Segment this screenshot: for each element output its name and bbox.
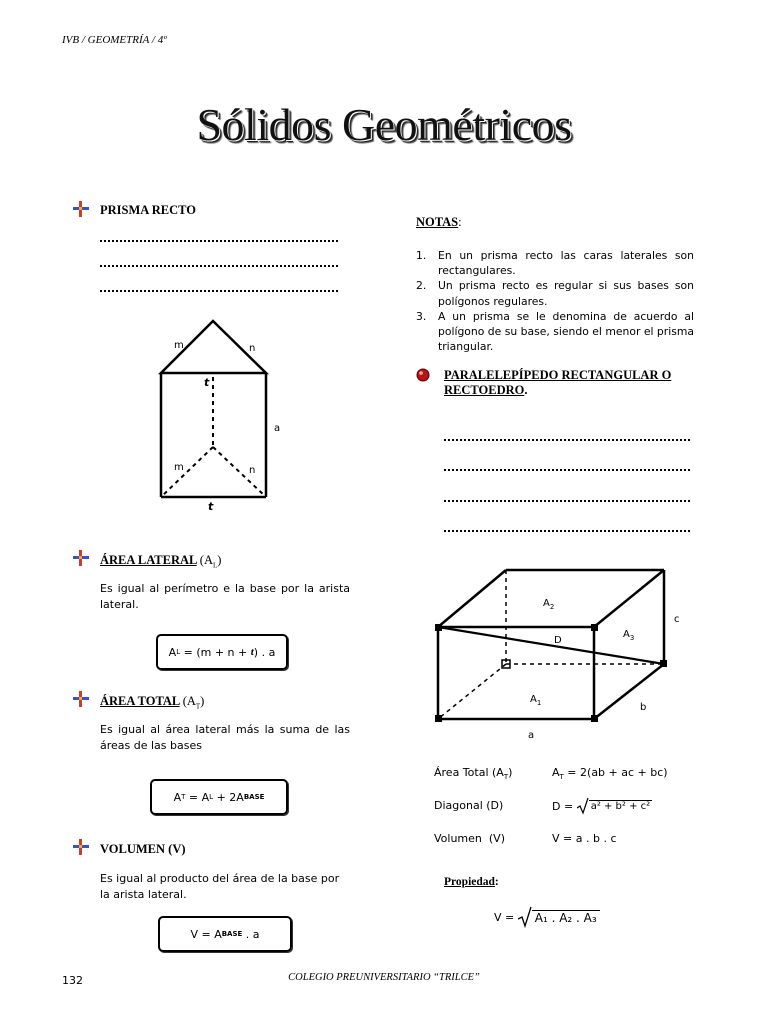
area-lateral-heading: ÁREA LATERAL $(A_L)$ [100, 553, 222, 570]
formula-label-volumen: Volumen (V) [434, 832, 505, 845]
label-a1: $A_1$ [530, 694, 542, 707]
label-b: b [640, 702, 647, 713]
label-d: D [554, 635, 562, 646]
box-hidden-edge [438, 664, 506, 719]
triangular-prism-diagram [150, 315, 290, 515]
blank-line [444, 439, 690, 441]
label-a: a [528, 730, 535, 741]
volumen-heading: VOLUMEN (V) [100, 842, 186, 856]
area-lateral-formula: A L = (m + n + t ) . a [156, 634, 288, 670]
blank-line [444, 469, 690, 471]
right-angle-mark [591, 624, 598, 631]
propiedad-formula: V = A₁ . A₂ . A₃ [494, 906, 600, 928]
propiedad-label: Propiedad: [444, 876, 499, 888]
prism-hidden-edge [213, 447, 266, 497]
bullet-icon [72, 690, 90, 708]
list-item: 3. A un prisma se le denomina de acuerdo al polígono de su base, siendo el menor el prisma triangular. [416, 309, 694, 354]
bullet-icon [72, 200, 90, 218]
paralelepipedo-heading: PARALELEPÍPEDO RECTANGULAR O RECTOEDRO. [444, 368, 672, 397]
formula-value-diagonal: D = a² + b² + c² [552, 797, 652, 815]
blank-line [444, 500, 690, 502]
list-item: 1. En un prisma recto las caras laterales son rectangulares. [416, 249, 694, 278]
area-total-text: Es igual al área lateral más la suma de las áreas de las bases [100, 723, 350, 752]
bullet-icon [72, 838, 90, 856]
right-angle-mark [435, 624, 442, 631]
formula-value-volumen: V = a . b . c [552, 832, 617, 845]
formula-label-area-total: Área Total $(A_T)$ [434, 766, 513, 782]
box-edge [438, 570, 506, 627]
area-total-formula: A T = A L + 2A BASE [150, 779, 288, 815]
label-t-bottom: t [208, 500, 214, 513]
label-n-bottom: n [249, 465, 256, 476]
blank-line [100, 240, 338, 242]
prisma-recto-heading: PRISMA RECTO [100, 203, 196, 217]
area-lateral-text: Es igual al perímetro e la base por la arista lateral. [100, 582, 350, 611]
volumen-text: Es igual al producto del área de la base por la arista lateral. [100, 872, 340, 901]
area-total-heading: ÁREA TOTAL $(A_T)$ [100, 694, 205, 711]
formula-value-area-total: $A_T = 2(ab$ + ac + bc) [552, 766, 668, 782]
rectangular-box-diagram [420, 560, 700, 750]
right-angle-mark [660, 660, 667, 667]
label-c: c [674, 614, 680, 625]
box-edge [594, 664, 664, 719]
blank-line [444, 530, 690, 532]
blank-line [100, 290, 338, 292]
label-m-top: m [174, 340, 184, 351]
label-m-bottom: m [174, 462, 184, 473]
square-root-icon [577, 797, 589, 815]
bullet-icon [72, 549, 90, 567]
label-a: a [274, 423, 281, 434]
blank-line [100, 265, 338, 267]
page-title: Sólidos Geométricos [196, 99, 572, 150]
box-edge [594, 570, 664, 627]
volumen-formula: V = A BASE . a [158, 916, 292, 952]
box-diagonal [438, 627, 664, 664]
label-n-top: n [249, 343, 256, 354]
document-header: IVB / GEOMETRÍA / 4º [62, 34, 167, 46]
square-root-icon [518, 906, 532, 928]
notas-heading: NOTAS: [416, 215, 462, 229]
right-angle-mark [591, 715, 598, 722]
right-angle-mark [435, 715, 442, 722]
notas-list [416, 248, 694, 354]
prism-hidden-edge [161, 447, 213, 497]
page-number: 132 [62, 974, 83, 987]
formula-label-diagonal: Diagonal (D) [434, 799, 504, 812]
list-item: 2. Un prisma recto es regular si sus bases son polígonos regulares. [416, 279, 694, 308]
label-a2: $A_2$ [543, 598, 555, 611]
label-a3: $A_3$ [623, 629, 635, 642]
footer-institution: COLEGIO PREUNIVERSITARIO “TRILCE” [288, 972, 480, 983]
label-t-top: t [204, 376, 210, 389]
red-sphere-bullet-icon [416, 368, 430, 382]
